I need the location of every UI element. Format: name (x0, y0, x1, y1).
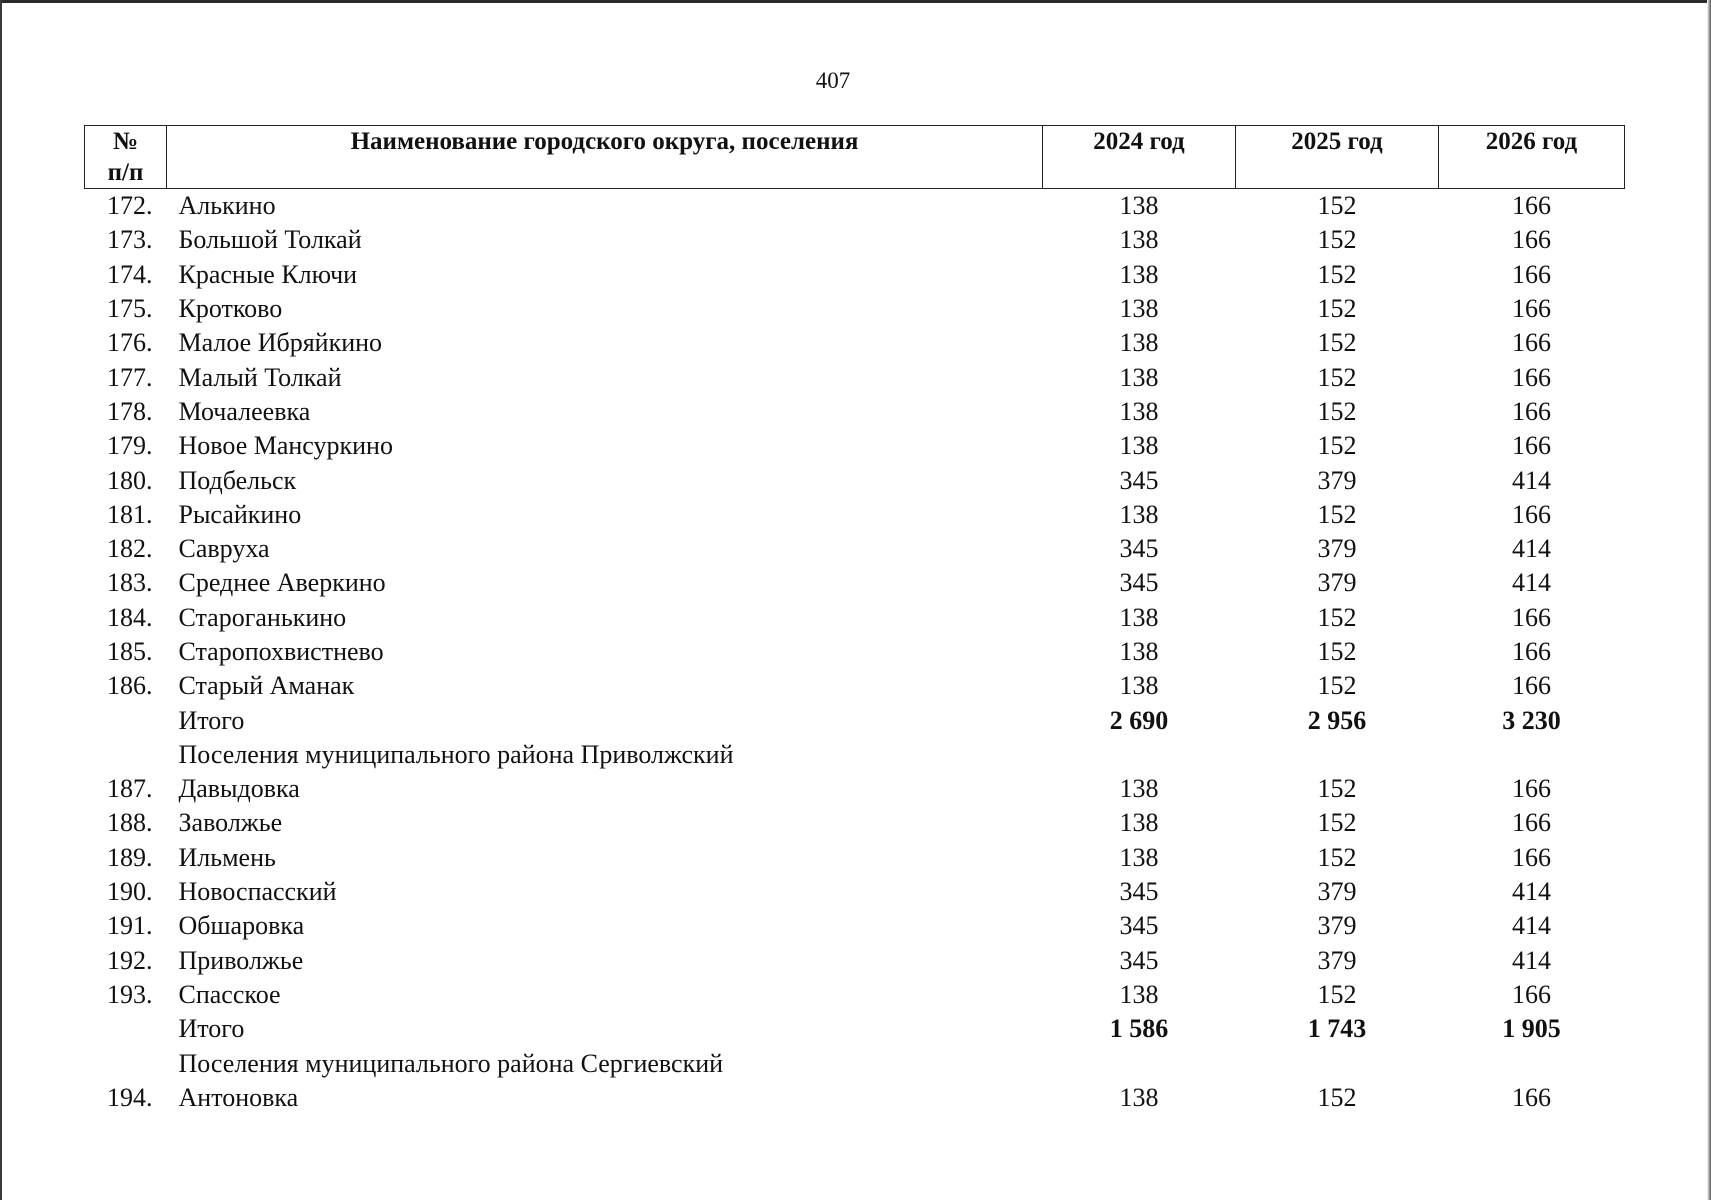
table-row (85, 1081, 1625, 1115)
value-2026-cell: 414 (1512, 568, 1551, 598)
value-2024-cell: 138 (1119, 842, 1159, 872)
value-2025-cell: 379 (1317, 945, 1357, 975)
scan-edge-top (0, 0, 1711, 3)
value-2025-cell: 152 (1317, 774, 1357, 804)
value-2024-cell: 138 (1119, 225, 1159, 255)
value-2025-cell: 152 (1317, 362, 1357, 392)
row-number-cell (85, 1012, 167, 1046)
row-number-cell: 175. (107, 294, 153, 324)
settlement-name-cell: Старопохвистнево (178, 637, 384, 666)
value-2025-cell (1236, 738, 1439, 772)
value-2026-cell: 166 (1512, 774, 1551, 804)
total-label-cell: Итого (178, 705, 245, 735)
table-row (85, 566, 1625, 600)
table-row (85, 978, 1625, 1012)
table-row (85, 326, 1625, 360)
row-number-cell: 185. (107, 637, 153, 666)
value-2024-cell (1043, 1046, 1236, 1080)
value-2024-cell: 345 (1119, 465, 1159, 495)
value-2024-cell: 138 (1119, 362, 1159, 392)
value-2024-cell: 138 (1119, 294, 1159, 324)
row-number-cell: 174. (107, 259, 153, 289)
value-2026-cell: 414 (1512, 465, 1551, 495)
value-2025-cell: 152 (1317, 499, 1357, 529)
value-2025-cell: 152 (1317, 979, 1357, 1009)
value-2025-cell: 152 (1317, 396, 1357, 426)
settlement-name-cell: Большой Толкай (178, 225, 362, 255)
value-2024-cell: 138 (1119, 979, 1159, 1009)
value-2025-cell: 2 956 (1307, 705, 1367, 735)
header-row (85, 126, 1625, 189)
value-2026-cell: 166 (1512, 191, 1551, 221)
value-2024-cell: 138 (1119, 774, 1159, 804)
value-2024-cell: 345 (1119, 568, 1159, 598)
value-2024-cell: 138 (1119, 328, 1159, 358)
value-2024-cell: 138 (1119, 499, 1159, 529)
value-2026-cell: 166 (1512, 396, 1551, 426)
value-2026-cell: 166 (1512, 294, 1551, 324)
value-2026-cell: 166 (1512, 602, 1551, 632)
settlement-name-cell: Красные Ключи (178, 259, 358, 289)
value-2026-cell: 166 (1512, 259, 1551, 289)
table-row (85, 944, 1625, 978)
settlement-name-cell: Заволжье (178, 808, 283, 838)
row-number-cell: 172. (107, 191, 153, 221)
value-2026-cell: 166 (1512, 431, 1551, 461)
value-2026-cell: 166 (1512, 671, 1551, 701)
total-row (85, 1012, 1625, 1046)
value-2026-cell: 414 (1512, 534, 1551, 564)
value-2024-cell: 138 (1119, 191, 1159, 221)
settlement-name-cell: Новое Мансуркино (178, 431, 393, 461)
row-number-cell: 189. (107, 842, 153, 872)
value-2025-cell: 152 (1317, 294, 1357, 324)
value-2024-cell: 345 (1119, 877, 1159, 907)
row-number-cell (85, 1046, 167, 1080)
value-2026-cell: 414 (1512, 945, 1551, 975)
value-2025-cell: 152 (1317, 671, 1357, 701)
settlement-name-cell: Новоспасский (178, 877, 337, 907)
row-number-cell: 178. (107, 396, 153, 426)
value-2024-cell: 138 (1119, 671, 1159, 701)
header-number-abbrev: п/п (107, 159, 144, 186)
value-2024-cell (1043, 738, 1236, 772)
value-2024-cell: 138 (1119, 259, 1159, 289)
settlements-table (84, 125, 1625, 1115)
table-header (85, 126, 1625, 189)
value-2024-cell: 345 (1119, 911, 1159, 941)
row-number-cell: 179. (107, 431, 153, 461)
table-row (85, 395, 1625, 429)
table-row (85, 463, 1625, 497)
value-2025-cell: 152 (1317, 225, 1357, 255)
table-body (85, 189, 1625, 1116)
header-name-cell: Наименование городского округа, поселения (167, 126, 1043, 189)
value-2026-cell: 166 (1512, 499, 1551, 529)
scan-edge-left (0, 0, 2, 1200)
page-number: 407 (815, 68, 851, 93)
value-2026-cell: 166 (1512, 637, 1551, 666)
row-number-cell: 191. (107, 911, 153, 941)
table-row (85, 223, 1625, 257)
row-number-cell: 194. (107, 1082, 153, 1112)
value-2026-cell: 414 (1512, 877, 1551, 907)
value-2024-cell: 1 586 (1109, 1014, 1169, 1044)
row-number-cell: 192. (107, 945, 153, 975)
header-number-cell (85, 126, 167, 189)
row-number-cell (85, 703, 167, 737)
value-2025-cell (1236, 1046, 1439, 1080)
value-2025-cell: 152 (1317, 328, 1357, 358)
settlement-name-cell: Рысайкино (178, 499, 302, 529)
table-row (85, 669, 1625, 703)
value-2025-cell: 379 (1317, 568, 1357, 598)
value-2025-cell: 152 (1317, 602, 1357, 632)
table-row (85, 875, 1625, 909)
section-heading-row (85, 1046, 1625, 1080)
row-number-cell: 184. (107, 602, 153, 632)
value-2025-cell: 379 (1317, 877, 1357, 907)
row-number-cell: 186. (107, 671, 153, 701)
row-number-cell: 173. (107, 225, 153, 255)
value-2024-cell: 2 690 (1109, 705, 1169, 735)
table-row (85, 498, 1625, 532)
value-2026-cell: 166 (1512, 328, 1551, 358)
value-2025-cell: 152 (1317, 1082, 1357, 1112)
value-2024-cell: 138 (1119, 637, 1159, 666)
settlement-name-cell: Среднее Аверкино (178, 568, 386, 598)
settlement-name-cell: Алькино (178, 191, 276, 221)
value-2024-cell: 138 (1119, 602, 1159, 632)
row-number-cell: 187. (107, 774, 153, 804)
value-2025-cell: 152 (1317, 842, 1357, 872)
scan-edge-right (1707, 0, 1711, 1200)
value-2025-cell: 1 743 (1307, 1014, 1367, 1044)
row-number-cell: 181. (107, 499, 153, 529)
value-2026-cell: 166 (1512, 842, 1551, 872)
settlements-table-wrapper (84, 125, 1624, 1115)
value-2026-cell: 166 (1512, 362, 1551, 392)
header-number-symbol: № (112, 128, 139, 155)
section-title-cell: Поселения муниципального района Приволжский (178, 739, 734, 769)
header-year-2026: 2026 год (1439, 126, 1625, 189)
total-row (85, 703, 1625, 737)
section-heading-row (85, 738, 1625, 772)
value-2024-cell: 138 (1119, 396, 1159, 426)
table-row (85, 258, 1625, 292)
value-2026-cell: 166 (1512, 1082, 1551, 1112)
header-year-2024: 2024 год (1043, 126, 1236, 189)
row-number-cell: 190. (107, 877, 153, 907)
settlement-name-cell: Кротково (178, 294, 283, 324)
row-number-cell: 193. (107, 979, 153, 1009)
value-2025-cell: 152 (1317, 259, 1357, 289)
settlement-name-cell: Савруха (178, 534, 270, 564)
value-2025-cell: 379 (1317, 911, 1357, 941)
value-2026-cell: 1 905 (1502, 1014, 1561, 1044)
value-2024-cell: 138 (1119, 808, 1159, 838)
table-row (85, 806, 1625, 840)
settlement-name-cell: Малое Ибряйкино (178, 328, 383, 358)
value-2026-cell: 414 (1512, 911, 1551, 941)
row-number-cell: 188. (107, 808, 153, 838)
table-row (85, 772, 1625, 806)
value-2026-cell: 166 (1512, 225, 1551, 255)
row-number-cell: 177. (107, 362, 153, 392)
value-2025-cell: 152 (1317, 431, 1357, 461)
row-number-cell: 183. (107, 568, 153, 598)
settlement-name-cell: Обшаровка (178, 911, 305, 941)
settlement-name-cell: Старый Аманак (178, 671, 355, 701)
table-row (85, 532, 1625, 566)
value-2025-cell: 152 (1317, 191, 1357, 221)
value-2026-cell (1439, 1046, 1625, 1080)
header-year-2025: 2025 год (1236, 126, 1439, 189)
table-row (85, 292, 1625, 326)
settlement-name-cell: Давыдовка (178, 774, 300, 804)
row-number-cell (85, 738, 167, 772)
table-row (85, 635, 1625, 669)
value-2025-cell: 152 (1317, 637, 1357, 666)
settlement-name-cell: Мочалеевка (178, 396, 311, 426)
settlement-name-cell: Ильмень (178, 842, 276, 872)
table-row (85, 909, 1625, 943)
settlement-name-cell: Староганькино (178, 602, 347, 632)
value-2025-cell: 152 (1317, 808, 1357, 838)
row-number-cell: 176. (107, 328, 153, 358)
value-2026-cell (1439, 738, 1625, 772)
value-2026-cell: 166 (1512, 979, 1551, 1009)
value-2026-cell: 166 (1512, 808, 1551, 838)
table-row (85, 360, 1625, 394)
settlement-name-cell: Подбельск (178, 465, 297, 495)
settlement-name-cell: Спасское (178, 979, 281, 1009)
value-2024-cell: 138 (1119, 431, 1159, 461)
settlement-name-cell: Малый Толкай (178, 362, 342, 392)
value-2026-cell: 3 230 (1502, 705, 1561, 735)
section-title-cell: Поселения муниципального района Сергиевский (178, 1048, 724, 1078)
settlement-name-cell: Приволжье (178, 945, 304, 975)
value-2025-cell: 379 (1317, 534, 1357, 564)
value-2024-cell: 138 (1119, 1082, 1159, 1112)
settlement-name-cell: Антоновка (178, 1082, 299, 1112)
value-2024-cell: 345 (1119, 534, 1159, 564)
table-row (85, 189, 1625, 224)
table-row (85, 429, 1625, 463)
row-number-cell: 180. (107, 465, 153, 495)
table-row (85, 841, 1625, 875)
value-2025-cell: 379 (1317, 465, 1357, 495)
row-number-cell: 182. (107, 534, 153, 564)
total-label-cell: Итого (178, 1014, 245, 1044)
value-2024-cell: 345 (1119, 945, 1159, 975)
table-row (85, 601, 1625, 635)
